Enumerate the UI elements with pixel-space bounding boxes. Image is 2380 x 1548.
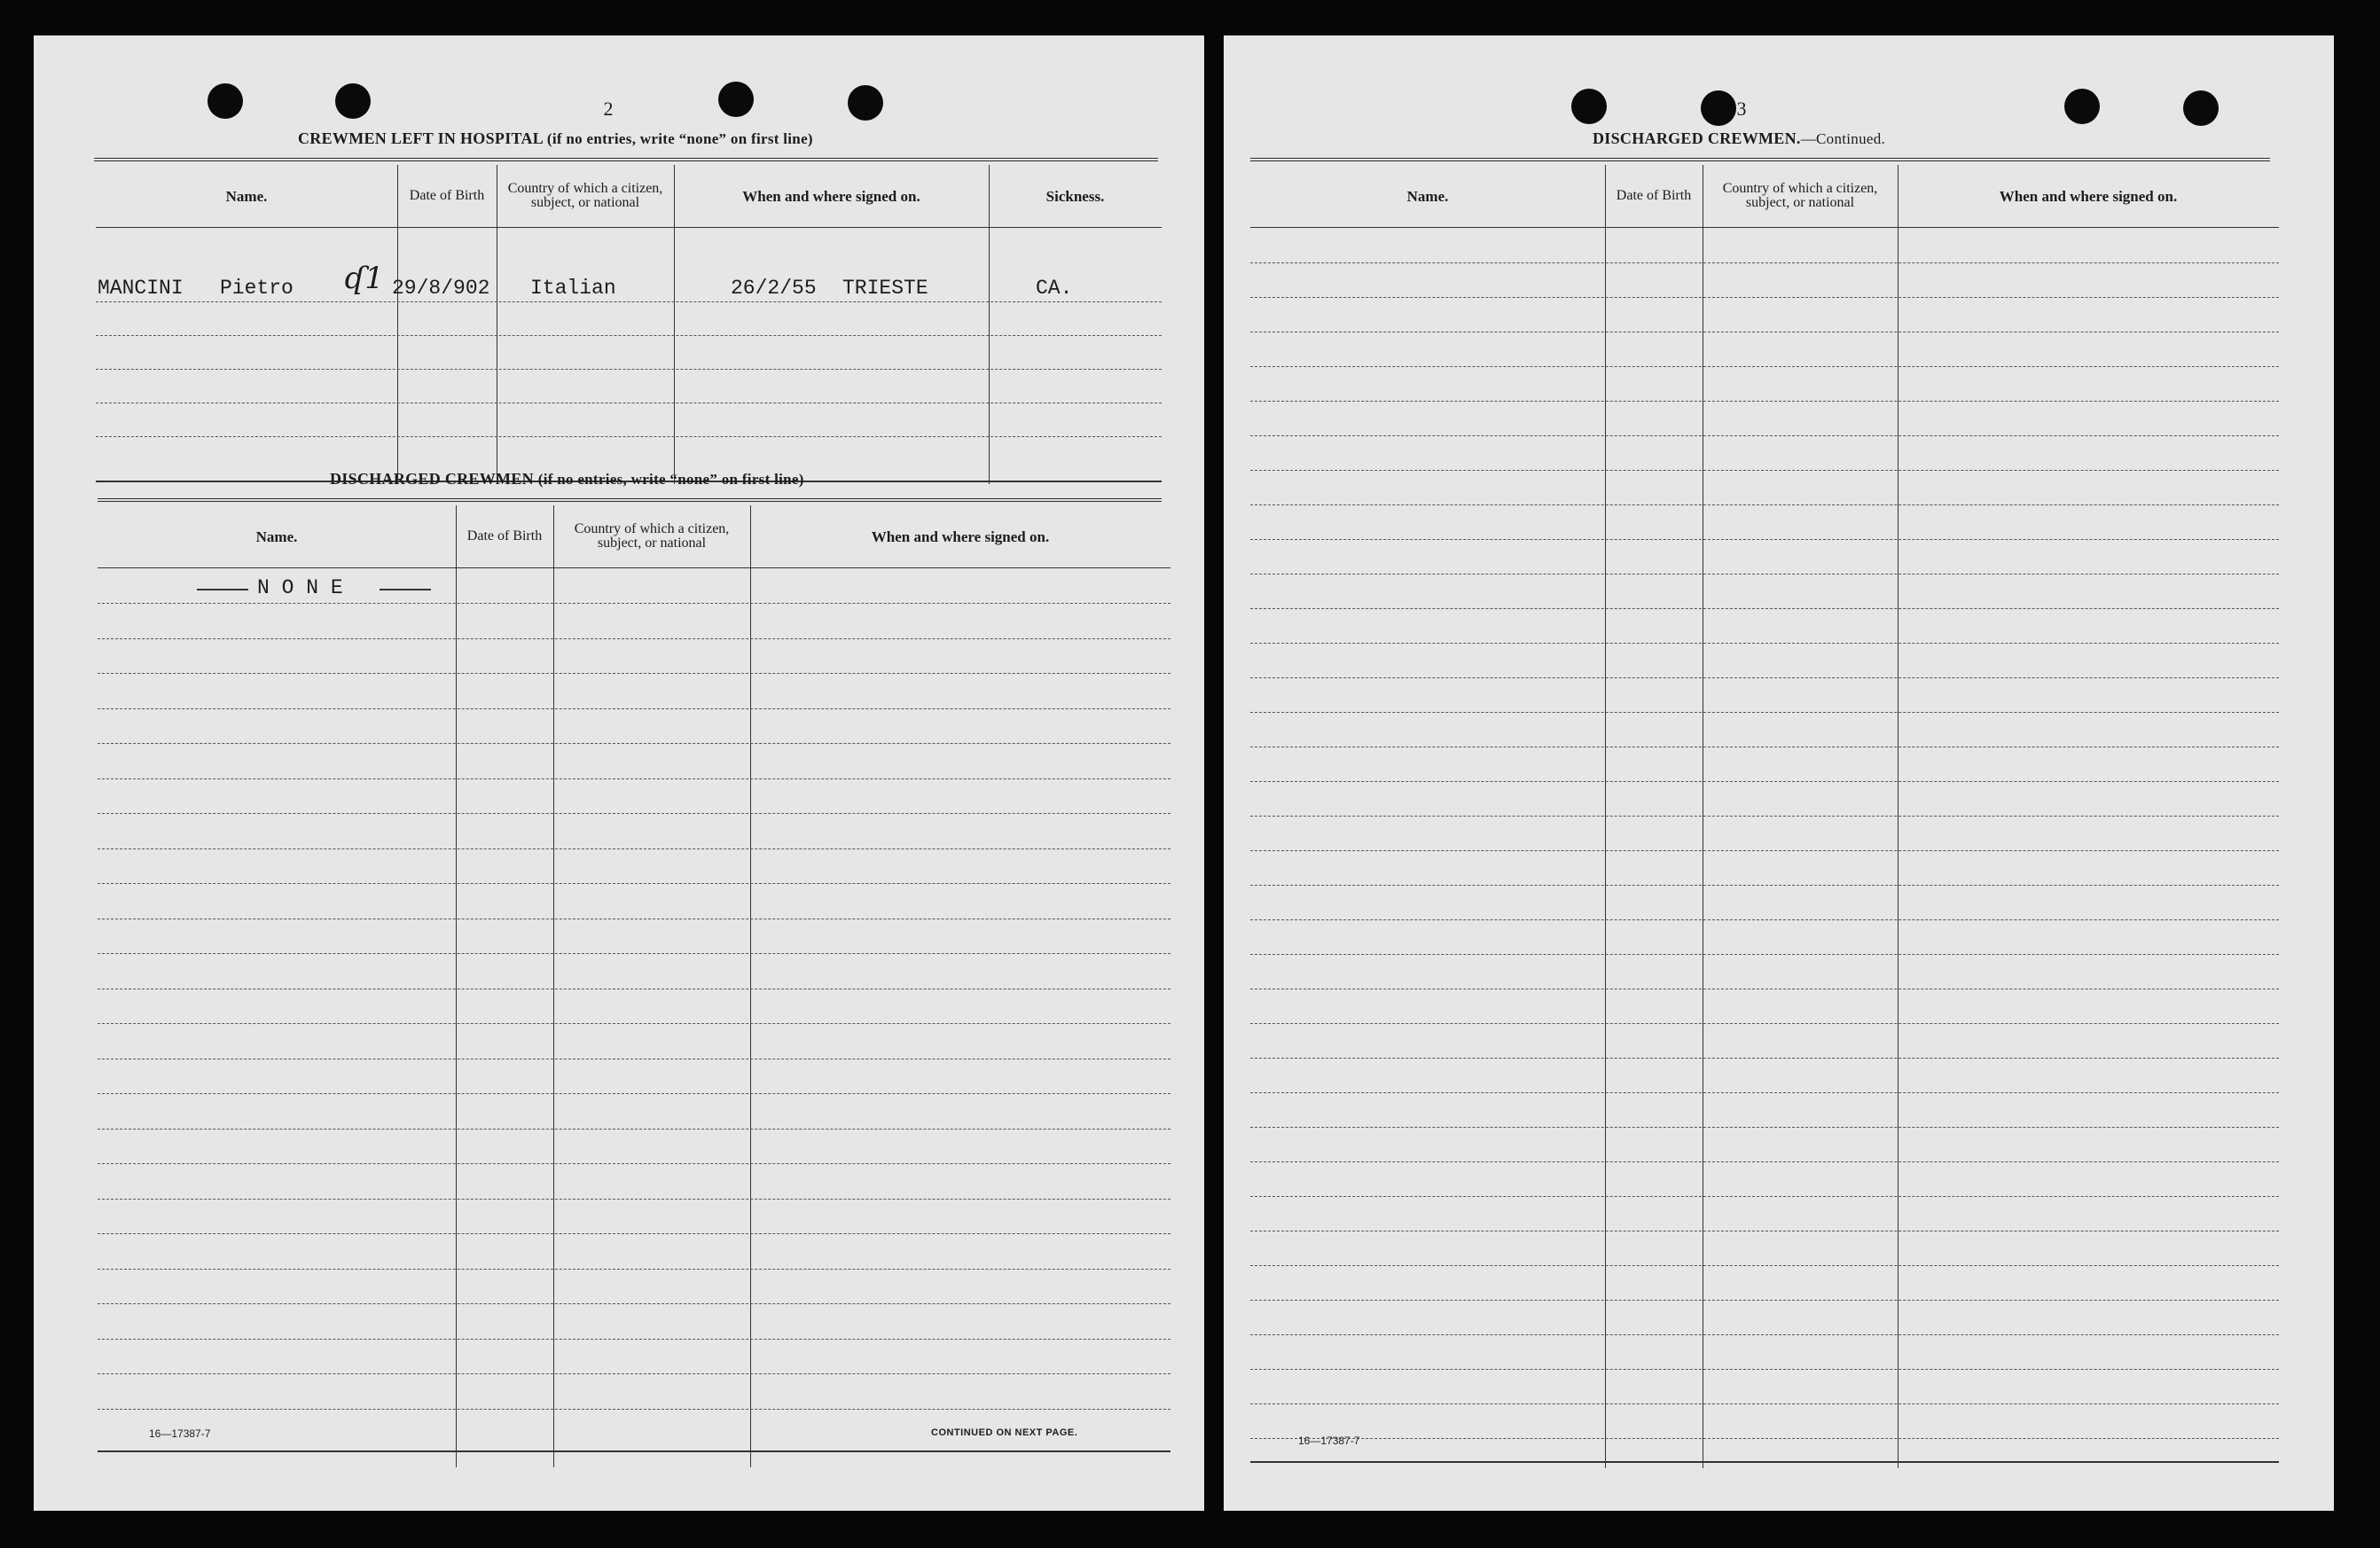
- entry-line: [1250, 1369, 2279, 1370]
- punch-hole: [2064, 89, 2100, 124]
- form-number: 16—17387-7: [149, 1427, 211, 1440]
- discharged-table: [98, 505, 1170, 1467]
- column-header-country: Country of which a citizen, subject, or national: [1722, 181, 1878, 210]
- entry-line: [1250, 1196, 2279, 1197]
- entry-line: [1250, 1161, 2279, 1162]
- punch-hole: [718, 82, 754, 117]
- page-number: 2: [603, 98, 614, 120]
- none-entry-dash: [380, 589, 431, 590]
- entry-line: [1250, 1403, 2279, 1404]
- none-entry: N O N E: [257, 576, 343, 599]
- left-page: [34, 35, 1204, 1511]
- column-header-date-of-birth: Date of Birth: [1616, 188, 1692, 203]
- punch-hole: [207, 83, 243, 119]
- crew-given-name: Pietro: [220, 277, 294, 300]
- crew-date-of-birth: 29/8/902: [392, 277, 490, 300]
- discharged-continued-title: DISCHARGED CREWMEN.—Continued.: [1593, 129, 1886, 147]
- hospital-title-rule: [94, 158, 1158, 163]
- crew-signed-date: 26/2/55: [731, 277, 817, 300]
- entry-line: [1250, 643, 2279, 644]
- header-rule: [1250, 227, 2279, 228]
- column-header-name: Name.: [255, 528, 298, 545]
- punch-hole: [848, 85, 883, 121]
- entry-line: [1250, 262, 2279, 263]
- entry-line: [1250, 1438, 2279, 1439]
- entry-line: [1250, 539, 2279, 540]
- entry-line: [1250, 1092, 2279, 1093]
- entry-line: [98, 1409, 1170, 1410]
- entry-line: [1250, 1334, 2279, 1335]
- column-divider: [1605, 165, 1606, 1468]
- crew-surname: MANCINI: [98, 277, 184, 300]
- crew-sickness: CA.: [1036, 277, 1073, 300]
- entry-line: [98, 603, 1170, 604]
- column-header-date-of-birth: Date of Birth: [466, 528, 543, 543]
- entry-line: [96, 335, 1162, 336]
- entry-line: [1250, 781, 2279, 782]
- right-page: [1224, 35, 2334, 1511]
- entry-line: [98, 1373, 1170, 1374]
- header-rule: [98, 567, 1170, 568]
- entry-line: [1250, 1127, 2279, 1128]
- entry-line: [96, 369, 1162, 370]
- column-header-name: Name.: [1406, 187, 1449, 205]
- form-number: 16—17387-7: [1298, 1435, 1360, 1447]
- handwritten-mark: ʠ1: [344, 261, 384, 296]
- entry-line: [1250, 712, 2279, 713]
- table-bottom-rule: [98, 1450, 1170, 1452]
- entry-line: [1250, 1265, 2279, 1266]
- entry-line: [1250, 885, 2279, 886]
- entry-line: [1250, 954, 2279, 955]
- entry-line: [1250, 1058, 2279, 1059]
- hospital-table: [96, 165, 1162, 484]
- entry-line: [98, 848, 1170, 849]
- entry-line: [1250, 297, 2279, 298]
- column-divider: [750, 505, 751, 1467]
- continued-note: CONTINUED ON NEXT PAGE.: [931, 1427, 1078, 1438]
- entry-line: [98, 1023, 1170, 1024]
- column-header-country: Country of which a citizen, subject, or national: [574, 521, 730, 551]
- column-header-name: Name.: [225, 187, 268, 205]
- entry-line: [1250, 574, 2279, 575]
- entry-line: [98, 1233, 1170, 1234]
- page-number: 3: [1736, 98, 1747, 120]
- entry-line: [98, 673, 1170, 674]
- entry-line: [98, 813, 1170, 814]
- entry-line: [1250, 435, 2279, 436]
- entry-line: [96, 301, 1162, 302]
- discharged-continued-rule: [1250, 158, 2270, 163]
- entry-line: [1250, 470, 2279, 471]
- entry-line: [98, 708, 1170, 709]
- entry-line: [98, 778, 1170, 779]
- none-entry-dash: [197, 589, 248, 590]
- crew-signed-place: TRIESTE: [842, 277, 928, 300]
- column-header-country: Country of which a citizen, subject, or national: [507, 181, 663, 210]
- entry-line: [98, 1269, 1170, 1270]
- hospital-section-title: CREWMEN LEFT IN HOSPITAL (if no entries, write “none” on first line): [298, 129, 813, 147]
- entry-line: [96, 436, 1162, 437]
- discharged-title-rule: [98, 498, 1162, 504]
- column-header-signed-on: When and where signed on.: [1999, 187, 2178, 205]
- entry-line: [1250, 608, 2279, 609]
- column-divider: [1898, 165, 1899, 1468]
- entry-line: [98, 1163, 1170, 1164]
- entry-line: [1250, 850, 2279, 851]
- entry-line: [98, 1303, 1170, 1304]
- entry-line: [1250, 401, 2279, 402]
- entry-line: [1250, 677, 2279, 678]
- column-divider: [456, 505, 457, 1467]
- entry-line: [1250, 504, 2279, 505]
- entry-line: [1250, 816, 2279, 817]
- entry-line: [98, 1339, 1170, 1340]
- entry-line: [98, 1093, 1170, 1094]
- punch-hole: [335, 83, 371, 119]
- table-bottom-rule: [1250, 1461, 2279, 1463]
- entry-line: [98, 883, 1170, 884]
- entry-line: [1250, 1023, 2279, 1024]
- column-divider: [553, 505, 554, 1467]
- entry-line: [98, 953, 1170, 954]
- entry-line: [98, 1199, 1170, 1200]
- entry-line: [98, 743, 1170, 744]
- discharged-continued-table: [1250, 165, 2279, 1468]
- column-header-signed-on: When and where signed on.: [871, 528, 1050, 545]
- column-header-sickness: Sickness.: [1045, 187, 1105, 205]
- crew-country: Italian: [530, 277, 616, 300]
- punch-hole: [1571, 89, 1607, 124]
- column-header-date-of-birth: Date of Birth: [409, 188, 485, 203]
- entry-line: [1250, 366, 2279, 367]
- entry-line: [1250, 919, 2279, 920]
- entry-line: [1250, 1300, 2279, 1301]
- entry-line: [98, 638, 1170, 639]
- discharged-section-title: DISCHARGED CREWMEN (if no entries, write “none” on first line): [330, 470, 804, 488]
- punch-hole: [2183, 90, 2219, 126]
- column-header-signed-on: When and where signed on.: [742, 187, 920, 205]
- header-rule: [96, 227, 1162, 228]
- entry-line: [98, 1129, 1170, 1130]
